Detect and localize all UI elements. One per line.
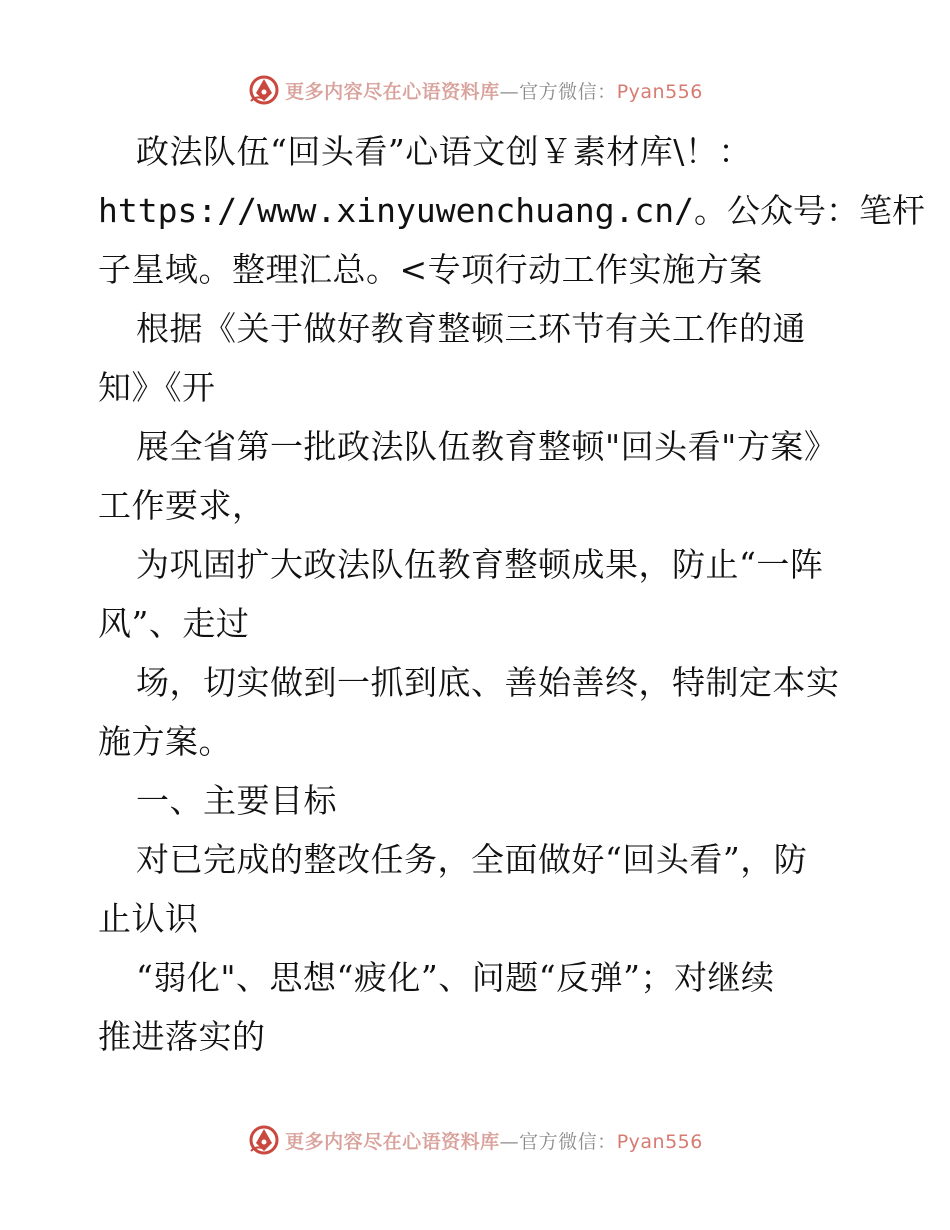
doc-line-title: 政法队伍“回头看”心语文创￥素材库\！：: [136, 132, 752, 171]
doc-line-url: https://www.xinyuwenchuang.cn/。公众号：笔杆: [98, 191, 926, 230]
banner-dash: —: [499, 80, 520, 103]
header-banner: [0, 70, 950, 110]
banner-dash: —: [499, 1130, 520, 1153]
doc-line: 展全省第一批政法队伍教育整顿"回头看"方案》: [136, 427, 838, 466]
doc-line: 场，切实做到一抓到底、善始善终，特制定本实: [136, 663, 840, 702]
doc-line: 止认识: [98, 899, 199, 938]
banner-text: [285, 1127, 703, 1154]
banner-main-text: 更多内容尽在心语资料库: [285, 80, 500, 103]
doc-line: 根据《关于做好教育整顿三环节有关工作的通: [136, 309, 806, 348]
doc-line: 对已完成的整改任务，全面做好“回头看”，防: [136, 840, 808, 879]
doc-line: “弱化"、思想“疲化”、问题“反弹”；对继续: [136, 958, 775, 997]
pen-nib-logo-icon: [247, 1123, 281, 1157]
pen-nib-logo-icon: [247, 73, 281, 107]
banner-wechat-label: 官方微信：: [519, 80, 617, 103]
doc-line: 知》《开: [98, 368, 216, 407]
footer-banner: [0, 1120, 950, 1160]
doc-line: 子星域。整理汇总。<专项行动工作实施方案: [98, 250, 763, 289]
doc-line: 施方案。: [98, 722, 232, 761]
banner-main-text: 更多内容尽在心语资料库: [285, 1130, 500, 1153]
banner-handle: Pyan556: [616, 1130, 703, 1153]
document-body: [98, 122, 926, 1066]
banner-wechat-label: 官方微信：: [519, 1130, 617, 1153]
banner-text: [285, 77, 703, 104]
doc-line: 为巩固扩大政法队伍教育整顿成果，防止“一阵: [136, 545, 824, 584]
doc-line: 推进落实的: [98, 1017, 266, 1056]
doc-line: 工作要求，: [98, 486, 266, 525]
doc-line: 风”、走过: [98, 604, 250, 643]
banner-handle: Pyan556: [616, 80, 703, 103]
section-heading: 一、主要目标: [136, 781, 337, 820]
